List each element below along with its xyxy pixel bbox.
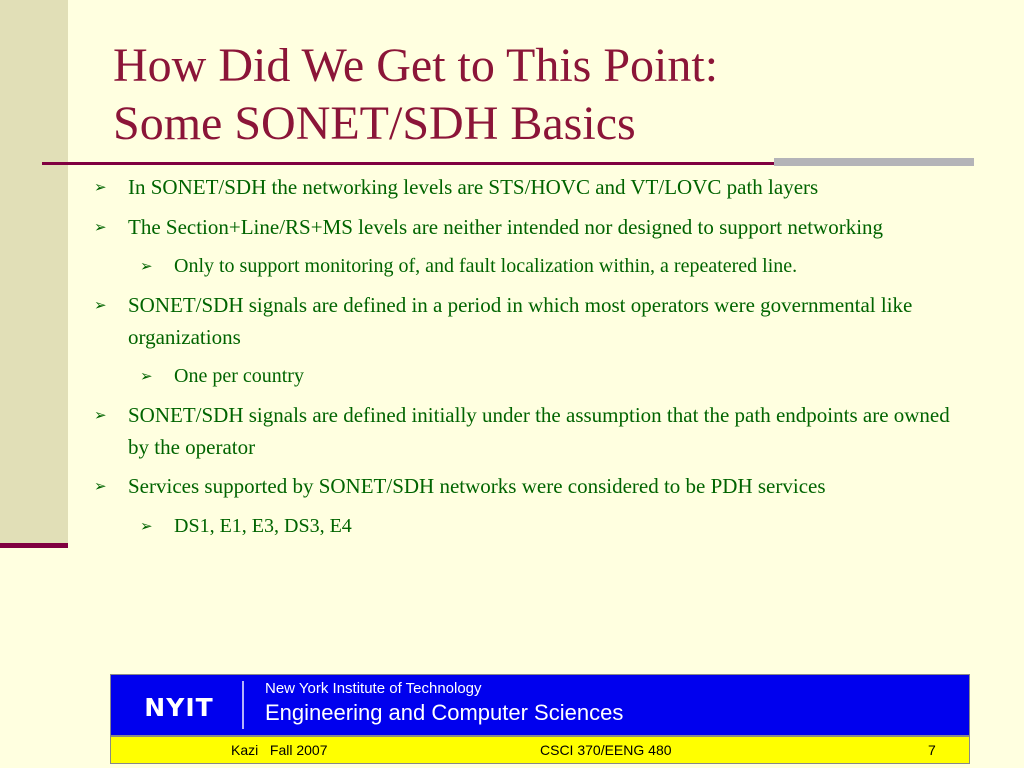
department-name: Engineering and Computer Sciences: [265, 700, 624, 725]
sub-bullet-item: [90, 511, 970, 542]
bullet-text: Services supported by SONET/SDH networks were considered to be PDH services: [128, 474, 826, 498]
author-term: Kazi Fall 2007: [231, 742, 328, 758]
arrow-bullet-icon: ➢: [94, 296, 107, 314]
arrow-bullet-icon: ➢: [94, 178, 107, 196]
bullet-item: [90, 290, 970, 353]
bullet-text: The Section+Line/RS+MS levels are neither intended nor designed to support networking: [128, 214, 884, 239]
course-code: CSCI 370/EENG 480: [540, 742, 672, 758]
arrow-bullet-icon: ➢: [140, 367, 153, 385]
bullet-list: [90, 172, 970, 550]
slide-title-line-1: How Did We Get to This Point:: [113, 39, 719, 92]
bullet-text: SONET/SDH signals are defined in a period in which most operators were governmental like organizations: [128, 293, 913, 349]
slide-title: [113, 37, 973, 153]
sub-bullet-item: [90, 251, 970, 282]
nyit-logo: [127, 686, 231, 724]
bullet-text: Only to support monitoring of, and fault localization within, a repeatered line.: [174, 255, 798, 277]
arrow-bullet-icon: ➢: [94, 477, 107, 495]
bullet-item: [90, 212, 970, 244]
bullet-item: [90, 172, 970, 204]
bullet-text: SONET/SDH signals are defined initially under the assumption that the path endpoints are owned by the operator: [128, 403, 950, 459]
nyit-logo-text: NYIT: [144, 693, 214, 722]
side-decoration-line: [0, 543, 68, 548]
arrow-bullet-icon: ➢: [94, 217, 107, 236]
title-rule: [42, 162, 774, 165]
footer-info-bar: [110, 736, 970, 764]
footer-divider: [242, 681, 244, 729]
side-decoration-bar: [0, 0, 68, 546]
arrow-bullet-icon: ➢: [140, 257, 153, 275]
title-rule-accent: [774, 158, 974, 166]
bullet-text: One per country: [174, 365, 304, 387]
arrow-bullet-icon: ➢: [140, 516, 153, 535]
bullet-text: DS1, E1, E3, DS3, E4: [174, 514, 352, 537]
footer-banner: [110, 674, 970, 736]
sub-bullet-item: [90, 361, 970, 392]
institution-name: New York Institute of Technology: [265, 680, 482, 697]
page-number: 7: [928, 742, 936, 758]
arrow-bullet-icon: ➢: [94, 406, 107, 424]
slide-title-line-2: Some SONET/SDH Basics: [113, 97, 636, 150]
bullet-item: [90, 400, 970, 463]
bullet-text: In SONET/SDH the networking levels are STS/HOVC and VT/LOVC path layers: [128, 175, 819, 199]
bullet-item: [90, 471, 970, 503]
